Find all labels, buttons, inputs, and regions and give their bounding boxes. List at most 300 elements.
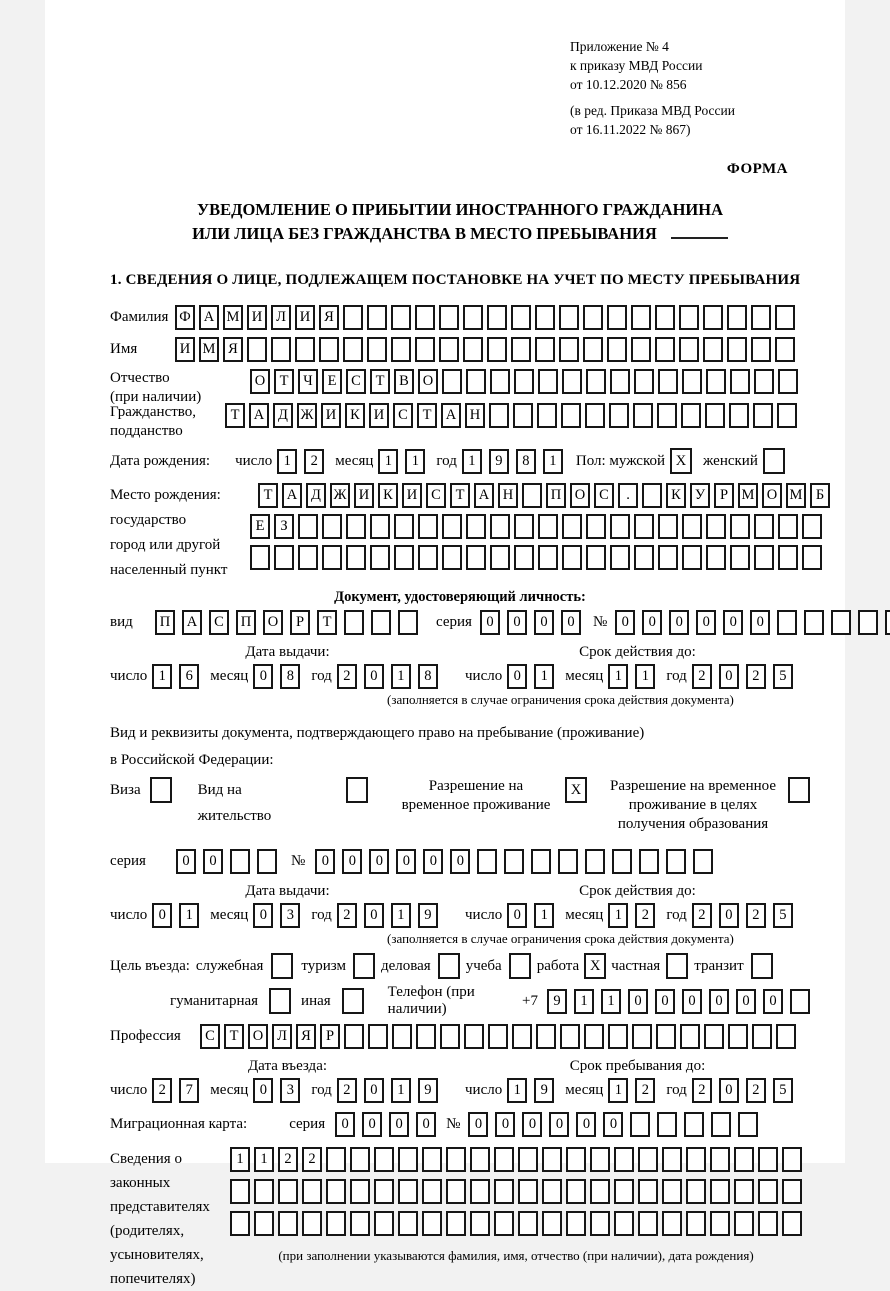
char-cell[interactable] <box>398 1179 418 1204</box>
char-cell[interactable]: Т <box>417 403 437 428</box>
char-cell[interactable] <box>734 1147 754 1172</box>
char-cell[interactable] <box>271 337 291 362</box>
char-cell[interactable] <box>686 1179 706 1204</box>
char-cell[interactable] <box>614 1211 634 1236</box>
char-cell[interactable] <box>679 305 699 330</box>
char-cell[interactable]: М <box>199 337 219 362</box>
char-cell[interactable]: 2 <box>337 1078 357 1103</box>
char-cell[interactable] <box>271 953 293 979</box>
char-cell[interactable] <box>802 545 822 570</box>
char-cell[interactable] <box>446 1211 466 1236</box>
char-cell[interactable]: 9 <box>489 449 509 474</box>
char-cell[interactable] <box>559 337 579 362</box>
char-cell[interactable]: 1 <box>574 989 594 1014</box>
char-cell[interactable] <box>490 545 510 570</box>
char-cell[interactable] <box>607 305 627 330</box>
char-cell[interactable] <box>343 337 363 362</box>
char-cell[interactable] <box>391 337 411 362</box>
char-cell[interactable]: 2 <box>746 903 766 928</box>
char-cell[interactable] <box>322 514 342 539</box>
char-cell[interactable] <box>342 988 364 1014</box>
char-cell[interactable]: 0 <box>468 1112 488 1137</box>
char-cell[interactable] <box>442 545 462 570</box>
char-cell[interactable] <box>706 369 726 394</box>
char-cell[interactable]: 0 <box>522 1112 542 1137</box>
char-cell[interactable]: 1 <box>507 1078 527 1103</box>
char-cell[interactable]: О <box>248 1024 268 1049</box>
char-cell[interactable]: И <box>295 305 315 330</box>
char-cell[interactable] <box>729 403 749 428</box>
char-cell[interactable]: 0 <box>315 849 335 874</box>
char-cell[interactable] <box>703 337 723 362</box>
char-cell[interactable]: Т <box>274 369 294 394</box>
char-cell[interactable] <box>566 1147 586 1172</box>
char-cell[interactable]: М <box>738 483 758 508</box>
char-cell[interactable] <box>278 1211 298 1236</box>
char-cell[interactable] <box>254 1179 274 1204</box>
char-cell[interactable] <box>638 1211 658 1236</box>
char-cell[interactable] <box>586 514 606 539</box>
char-cell[interactable] <box>494 1211 514 1236</box>
char-cell[interactable]: А <box>182 610 202 635</box>
char-cell[interactable] <box>442 369 462 394</box>
char-cell[interactable]: 1 <box>635 664 655 689</box>
char-cell[interactable] <box>752 1024 772 1049</box>
char-cell[interactable]: Т <box>370 369 390 394</box>
char-cell[interactable]: Д <box>306 483 326 508</box>
char-cell[interactable]: 0 <box>628 989 648 1014</box>
char-cell[interactable] <box>586 369 606 394</box>
char-cell[interactable]: Ж <box>297 403 317 428</box>
char-cell[interactable]: Р <box>290 610 310 635</box>
char-cell[interactable]: О <box>570 483 590 508</box>
char-cell[interactable]: 2 <box>337 664 357 689</box>
char-cell[interactable] <box>790 989 810 1014</box>
char-cell[interactable]: 0 <box>682 989 702 1014</box>
char-cell[interactable] <box>346 545 366 570</box>
char-cell[interactable]: 7 <box>179 1078 199 1103</box>
char-cell[interactable] <box>633 403 653 428</box>
char-cell[interactable] <box>371 610 391 635</box>
char-cell[interactable] <box>858 610 878 635</box>
char-cell[interactable] <box>682 369 702 394</box>
char-cell[interactable]: Е <box>322 369 342 394</box>
char-cell[interactable] <box>706 514 726 539</box>
char-cell[interactable]: 0 <box>696 610 716 635</box>
char-cell[interactable] <box>514 369 534 394</box>
char-cell[interactable]: 1 <box>391 664 411 689</box>
char-cell[interactable] <box>416 1024 436 1049</box>
char-cell[interactable] <box>775 305 795 330</box>
char-cell[interactable]: С <box>393 403 413 428</box>
char-cell[interactable] <box>754 545 774 570</box>
char-cell[interactable] <box>350 1179 370 1204</box>
char-cell[interactable]: 0 <box>507 610 527 635</box>
char-cell[interactable] <box>511 337 531 362</box>
char-cell[interactable]: 0 <box>495 1112 515 1137</box>
char-cell[interactable] <box>326 1211 346 1236</box>
char-cell[interactable] <box>710 1211 730 1236</box>
char-cell[interactable] <box>350 1147 370 1172</box>
char-cell[interactable] <box>610 545 630 570</box>
char-cell[interactable]: 1 <box>391 1078 411 1103</box>
char-cell[interactable] <box>738 1112 758 1137</box>
char-cell[interactable] <box>586 545 606 570</box>
char-cell[interactable] <box>150 777 172 803</box>
char-cell[interactable] <box>374 1147 394 1172</box>
char-cell[interactable]: О <box>250 369 270 394</box>
char-cell[interactable]: 0 <box>507 903 527 928</box>
char-cell[interactable] <box>684 1112 704 1137</box>
char-cell[interactable] <box>536 1024 556 1049</box>
char-cell[interactable]: 2 <box>746 1078 766 1103</box>
char-cell[interactable] <box>885 610 890 635</box>
char-cell[interactable]: 2 <box>635 903 655 928</box>
char-cell[interactable] <box>658 545 678 570</box>
char-cell[interactable]: П <box>546 483 566 508</box>
char-cell[interactable] <box>561 403 581 428</box>
char-cell[interactable]: С <box>346 369 366 394</box>
char-cell[interactable] <box>422 1147 442 1172</box>
char-cell[interactable] <box>422 1211 442 1236</box>
char-cell[interactable] <box>353 953 375 979</box>
char-cell[interactable]: 1 <box>230 1147 250 1172</box>
char-cell[interactable] <box>269 988 291 1014</box>
char-cell[interactable]: П <box>155 610 175 635</box>
char-cell[interactable] <box>537 403 557 428</box>
char-cell[interactable]: Е <box>250 514 270 539</box>
char-cell[interactable] <box>775 337 795 362</box>
char-cell[interactable] <box>439 337 459 362</box>
char-cell[interactable]: 6 <box>179 664 199 689</box>
char-cell[interactable]: 0 <box>253 664 273 689</box>
char-cell[interactable]: Н <box>498 483 518 508</box>
char-cell[interactable]: П <box>236 610 256 635</box>
char-cell[interactable] <box>368 1024 388 1049</box>
char-cell[interactable] <box>522 483 542 508</box>
char-cell[interactable] <box>679 337 699 362</box>
char-cell[interactable] <box>230 1179 250 1204</box>
char-cell[interactable]: 0 <box>396 849 416 874</box>
char-cell[interactable] <box>730 514 750 539</box>
char-cell[interactable] <box>518 1179 538 1204</box>
char-cell[interactable] <box>463 305 483 330</box>
char-cell[interactable] <box>778 514 798 539</box>
char-cell[interactable] <box>776 1024 796 1049</box>
char-cell[interactable]: И <box>369 403 389 428</box>
char-cell[interactable] <box>610 369 630 394</box>
char-cell[interactable] <box>494 1147 514 1172</box>
char-cell[interactable] <box>590 1211 610 1236</box>
char-cell[interactable] <box>782 1211 802 1236</box>
char-cell[interactable]: 1 <box>534 903 554 928</box>
char-cell[interactable] <box>778 369 798 394</box>
char-cell[interactable] <box>730 545 750 570</box>
char-cell[interactable]: 2 <box>692 1078 712 1103</box>
char-cell[interactable]: 0 <box>335 1112 355 1137</box>
char-cell[interactable]: 0 <box>369 849 389 874</box>
char-cell[interactable] <box>631 305 651 330</box>
char-cell[interactable]: 1 <box>534 664 554 689</box>
char-cell[interactable] <box>392 1024 412 1049</box>
char-cell[interactable] <box>230 1211 250 1236</box>
char-cell[interactable] <box>558 849 578 874</box>
char-cell[interactable]: Я <box>296 1024 316 1049</box>
char-cell[interactable] <box>477 849 497 874</box>
char-cell[interactable] <box>278 1179 298 1204</box>
char-cell[interactable] <box>559 305 579 330</box>
char-cell[interactable] <box>730 369 750 394</box>
char-cell[interactable] <box>487 305 507 330</box>
char-cell[interactable] <box>686 1147 706 1172</box>
char-cell[interactable]: X <box>565 777 587 803</box>
char-cell[interactable] <box>490 514 510 539</box>
char-cell[interactable]: 3 <box>280 903 300 928</box>
char-cell[interactable]: Д <box>273 403 293 428</box>
char-cell[interactable] <box>514 545 534 570</box>
char-cell[interactable] <box>562 545 582 570</box>
char-cell[interactable]: 2 <box>635 1078 655 1103</box>
char-cell[interactable] <box>682 514 702 539</box>
char-cell[interactable]: И <box>354 483 374 508</box>
char-cell[interactable]: 0 <box>655 989 675 1014</box>
char-cell[interactable]: А <box>199 305 219 330</box>
char-cell[interactable]: 0 <box>719 664 739 689</box>
char-cell[interactable]: 0 <box>176 849 196 874</box>
char-cell[interactable]: К <box>666 483 686 508</box>
char-cell[interactable] <box>751 337 771 362</box>
char-cell[interactable] <box>542 1179 562 1204</box>
char-cell[interactable]: Р <box>320 1024 340 1049</box>
char-cell[interactable] <box>638 1179 658 1204</box>
char-cell[interactable] <box>610 514 630 539</box>
char-cell[interactable] <box>346 777 368 803</box>
char-cell[interactable]: Я <box>223 337 243 362</box>
char-cell[interactable]: 0 <box>364 903 384 928</box>
char-cell[interactable] <box>666 849 686 874</box>
char-cell[interactable]: 0 <box>549 1112 569 1137</box>
char-cell[interactable]: 3 <box>280 1078 300 1103</box>
char-cell[interactable] <box>630 1112 650 1137</box>
char-cell[interactable] <box>518 1147 538 1172</box>
char-cell[interactable] <box>566 1211 586 1236</box>
char-cell[interactable] <box>518 1211 538 1236</box>
char-cell[interactable]: 2 <box>152 1078 172 1103</box>
char-cell[interactable] <box>662 1211 682 1236</box>
char-cell[interactable] <box>609 403 629 428</box>
char-cell[interactable] <box>703 305 723 330</box>
char-cell[interactable] <box>509 953 531 979</box>
char-cell[interactable] <box>662 1147 682 1172</box>
char-cell[interactable]: 9 <box>547 989 567 1014</box>
char-cell[interactable]: 0 <box>364 1078 384 1103</box>
char-cell[interactable] <box>778 545 798 570</box>
char-cell[interactable] <box>343 305 363 330</box>
char-cell[interactable] <box>346 514 366 539</box>
char-cell[interactable] <box>394 545 414 570</box>
char-cell[interactable] <box>634 514 654 539</box>
char-cell[interactable] <box>440 1024 460 1049</box>
char-cell[interactable]: 0 <box>416 1112 436 1137</box>
char-cell[interactable]: Ф <box>175 305 195 330</box>
char-cell[interactable] <box>538 545 558 570</box>
char-cell[interactable] <box>438 953 460 979</box>
char-cell[interactable]: Л <box>271 305 291 330</box>
char-cell[interactable] <box>590 1179 610 1204</box>
char-cell[interactable] <box>585 403 605 428</box>
char-cell[interactable]: 9 <box>534 1078 554 1103</box>
char-cell[interactable] <box>642 483 662 508</box>
char-cell[interactable] <box>439 305 459 330</box>
char-cell[interactable] <box>514 514 534 539</box>
char-cell[interactable]: 0 <box>423 849 443 874</box>
char-cell[interactable]: Ч <box>298 369 318 394</box>
char-cell[interactable] <box>470 1147 490 1172</box>
char-cell[interactable] <box>804 610 824 635</box>
char-cell[interactable] <box>657 1112 677 1137</box>
char-cell[interactable]: И <box>321 403 341 428</box>
char-cell[interactable]: 0 <box>576 1112 596 1137</box>
char-cell[interactable] <box>250 545 270 570</box>
char-cell[interactable]: О <box>762 483 782 508</box>
char-cell[interactable] <box>758 1179 778 1204</box>
char-cell[interactable]: 2 <box>337 903 357 928</box>
char-cell[interactable]: Ж <box>330 483 350 508</box>
char-cell[interactable]: 0 <box>364 664 384 689</box>
char-cell[interactable]: Б <box>810 483 830 508</box>
char-cell[interactable]: К <box>345 403 365 428</box>
char-cell[interactable] <box>538 514 558 539</box>
char-cell[interactable]: Я <box>319 305 339 330</box>
char-cell[interactable]: 8 <box>516 449 536 474</box>
char-cell[interactable] <box>488 1024 508 1049</box>
char-cell[interactable] <box>247 337 267 362</box>
char-cell[interactable] <box>706 545 726 570</box>
char-cell[interactable]: О <box>263 610 283 635</box>
char-cell[interactable] <box>655 305 675 330</box>
char-cell[interactable]: Т <box>224 1024 244 1049</box>
char-cell[interactable] <box>446 1147 466 1172</box>
char-cell[interactable] <box>230 849 250 874</box>
char-cell[interactable]: 0 <box>719 903 739 928</box>
char-cell[interactable]: А <box>282 483 302 508</box>
char-cell[interactable] <box>298 545 318 570</box>
char-cell[interactable]: Н <box>465 403 485 428</box>
char-cell[interactable]: С <box>200 1024 220 1049</box>
char-cell[interactable]: 0 <box>450 849 470 874</box>
char-cell[interactable] <box>754 369 774 394</box>
char-cell[interactable] <box>802 514 822 539</box>
char-cell[interactable] <box>639 849 659 874</box>
char-cell[interactable]: 2 <box>746 664 766 689</box>
char-cell[interactable] <box>788 777 810 803</box>
char-cell[interactable]: 0 <box>709 989 729 1014</box>
char-cell[interactable]: 0 <box>203 849 223 874</box>
char-cell[interactable] <box>693 849 713 874</box>
char-cell[interactable] <box>446 1179 466 1204</box>
char-cell[interactable]: 9 <box>418 1078 438 1103</box>
char-cell[interactable] <box>398 610 418 635</box>
char-cell[interactable]: 8 <box>418 664 438 689</box>
char-cell[interactable]: И <box>247 305 267 330</box>
char-cell[interactable] <box>504 849 524 874</box>
char-cell[interactable]: 1 <box>543 449 563 474</box>
char-cell[interactable]: 0 <box>736 989 756 1014</box>
char-cell[interactable]: 0 <box>507 664 527 689</box>
char-cell[interactable] <box>608 1024 628 1049</box>
char-cell[interactable] <box>705 403 725 428</box>
char-cell[interactable]: С <box>209 610 229 635</box>
char-cell[interactable] <box>758 1211 778 1236</box>
char-cell[interactable] <box>302 1211 322 1236</box>
char-cell[interactable] <box>370 545 390 570</box>
char-cell[interactable] <box>367 305 387 330</box>
char-cell[interactable]: X <box>670 448 692 474</box>
char-cell[interactable] <box>585 849 605 874</box>
char-cell[interactable]: 0 <box>342 849 362 874</box>
char-cell[interactable] <box>638 1147 658 1172</box>
char-cell[interactable] <box>422 1179 442 1204</box>
char-cell[interactable] <box>394 514 414 539</box>
char-cell[interactable]: 5 <box>773 903 793 928</box>
char-cell[interactable] <box>513 403 533 428</box>
char-cell[interactable] <box>322 545 342 570</box>
char-cell[interactable]: 0 <box>152 903 172 928</box>
char-cell[interactable]: 8 <box>280 664 300 689</box>
char-cell[interactable]: 0 <box>669 610 689 635</box>
char-cell[interactable]: В <box>394 369 414 394</box>
char-cell[interactable]: М <box>786 483 806 508</box>
char-cell[interactable]: И <box>175 337 195 362</box>
char-cell[interactable] <box>542 1147 562 1172</box>
char-cell[interactable] <box>489 403 509 428</box>
char-cell[interactable] <box>326 1179 346 1204</box>
char-cell[interactable] <box>782 1147 802 1172</box>
char-cell[interactable]: С <box>594 483 614 508</box>
char-cell[interactable] <box>490 369 510 394</box>
char-cell[interactable] <box>728 1024 748 1049</box>
char-cell[interactable] <box>777 403 797 428</box>
char-cell[interactable] <box>391 305 411 330</box>
char-cell[interactable]: . <box>618 483 638 508</box>
char-cell[interactable]: 0 <box>763 989 783 1014</box>
char-cell[interactable]: 9 <box>418 903 438 928</box>
char-cell[interactable] <box>535 305 555 330</box>
char-cell[interactable] <box>758 1147 778 1172</box>
char-cell[interactable] <box>658 369 678 394</box>
char-cell[interactable] <box>531 849 551 874</box>
char-cell[interactable] <box>680 1024 700 1049</box>
char-cell[interactable]: 2 <box>692 903 712 928</box>
char-cell[interactable] <box>704 1024 724 1049</box>
char-cell[interactable] <box>782 1179 802 1204</box>
char-cell[interactable] <box>612 849 632 874</box>
char-cell[interactable]: Р <box>714 483 734 508</box>
char-cell[interactable] <box>463 337 483 362</box>
char-cell[interactable]: 0 <box>719 1078 739 1103</box>
char-cell[interactable] <box>727 305 747 330</box>
char-cell[interactable] <box>734 1211 754 1236</box>
char-cell[interactable] <box>763 448 785 474</box>
char-cell[interactable]: 0 <box>253 903 273 928</box>
char-cell[interactable] <box>584 1024 604 1049</box>
char-cell[interactable] <box>607 337 627 362</box>
char-cell[interactable] <box>711 1112 731 1137</box>
char-cell[interactable]: 5 <box>773 664 793 689</box>
char-cell[interactable] <box>466 545 486 570</box>
char-cell[interactable] <box>418 545 438 570</box>
char-cell[interactable]: М <box>223 305 243 330</box>
